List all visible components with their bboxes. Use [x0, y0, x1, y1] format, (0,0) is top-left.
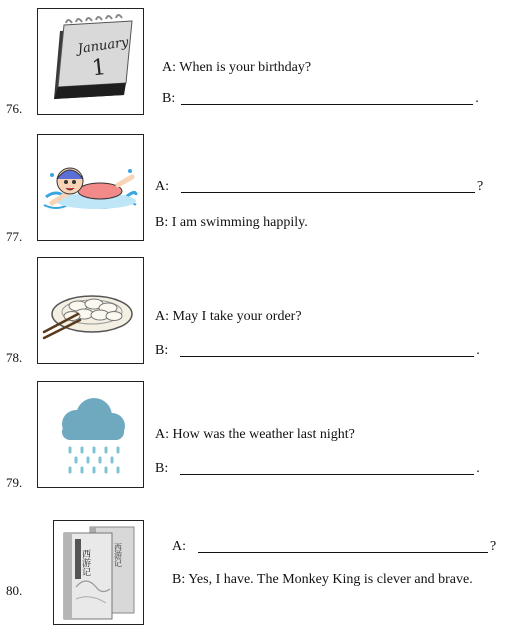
rain-picture: [37, 381, 144, 488]
question-number: 77.: [6, 229, 23, 244]
book-title-front: 西游记: [80, 549, 90, 576]
dialogue-line-a: [172, 538, 496, 555]
speaker-a: A:: [155, 179, 169, 194]
speaker-b: B:: [162, 91, 176, 106]
dialogue-text: Yes, I have. The Monkey King is clever and brave.: [188, 572, 473, 587]
question-number: 79.: [6, 475, 23, 490]
answer-blank[interactable]: [181, 178, 475, 193]
speaker-a: A:: [155, 309, 169, 324]
dialogue-text: When is your birthday?: [179, 60, 312, 75]
speaker-a: A:: [155, 427, 169, 442]
end-punctuation: .: [476, 343, 480, 358]
answer-blank[interactable]: [180, 460, 474, 475]
speaker-a: A:: [172, 539, 186, 554]
end-punctuation: .: [475, 91, 479, 106]
dialogue-line-a: [155, 309, 302, 325]
speaker-b: B:: [172, 572, 186, 587]
answer-blank[interactable]: [180, 342, 474, 357]
dialogue-text: How was the weather last night?: [172, 427, 355, 442]
dialogue-line-a: [155, 178, 483, 195]
question-79: [0, 375, 517, 495]
rain-cloud-icon: [38, 382, 142, 486]
dialogue-line-b: [162, 90, 479, 107]
speaker-b: B:: [155, 343, 169, 358]
calendar-month: January: [76, 35, 130, 58]
end-punctuation: .: [476, 461, 480, 476]
question-number: 80.: [6, 583, 23, 598]
calendar-picture: [37, 8, 144, 115]
dialogue-text: May I take your order?: [172, 309, 302, 324]
speaker-b: B:: [155, 461, 169, 476]
dialogue-line-a: [162, 60, 311, 76]
question-77: [0, 125, 517, 245]
question-number: 78.: [6, 350, 23, 365]
dialogue-line-a: [155, 427, 355, 443]
book-picture: [53, 520, 144, 625]
dialogue-line-b: [172, 572, 473, 588]
swimming-child-icon: [38, 135, 142, 239]
book-title-back: 西游记: [113, 543, 123, 567]
question-number: 76.: [6, 101, 23, 116]
dumplings-picture: [37, 257, 144, 364]
end-punctuation: ?: [477, 179, 484, 194]
journey-to-the-west-book-icon: [54, 521, 142, 623]
answer-blank[interactable]: [198, 538, 488, 553]
question-76: [0, 0, 517, 120]
end-punctuation: ?: [490, 539, 497, 554]
swimming-picture: [37, 134, 144, 241]
dialogue-line-b: [155, 215, 308, 231]
dialogue-text: I am swimming happily.: [171, 215, 308, 230]
speaker-b: B:: [155, 215, 169, 230]
speaker-a: A:: [162, 60, 176, 75]
calendar-day: 1: [90, 55, 108, 82]
question-80: [0, 510, 517, 630]
dialogue-line-b: [155, 460, 480, 477]
answer-blank[interactable]: [181, 90, 473, 105]
dialogue-line-b: [155, 342, 480, 359]
dumplings-plate-icon: [38, 258, 142, 362]
question-78: [0, 250, 517, 370]
calendar-icon: [38, 9, 142, 113]
